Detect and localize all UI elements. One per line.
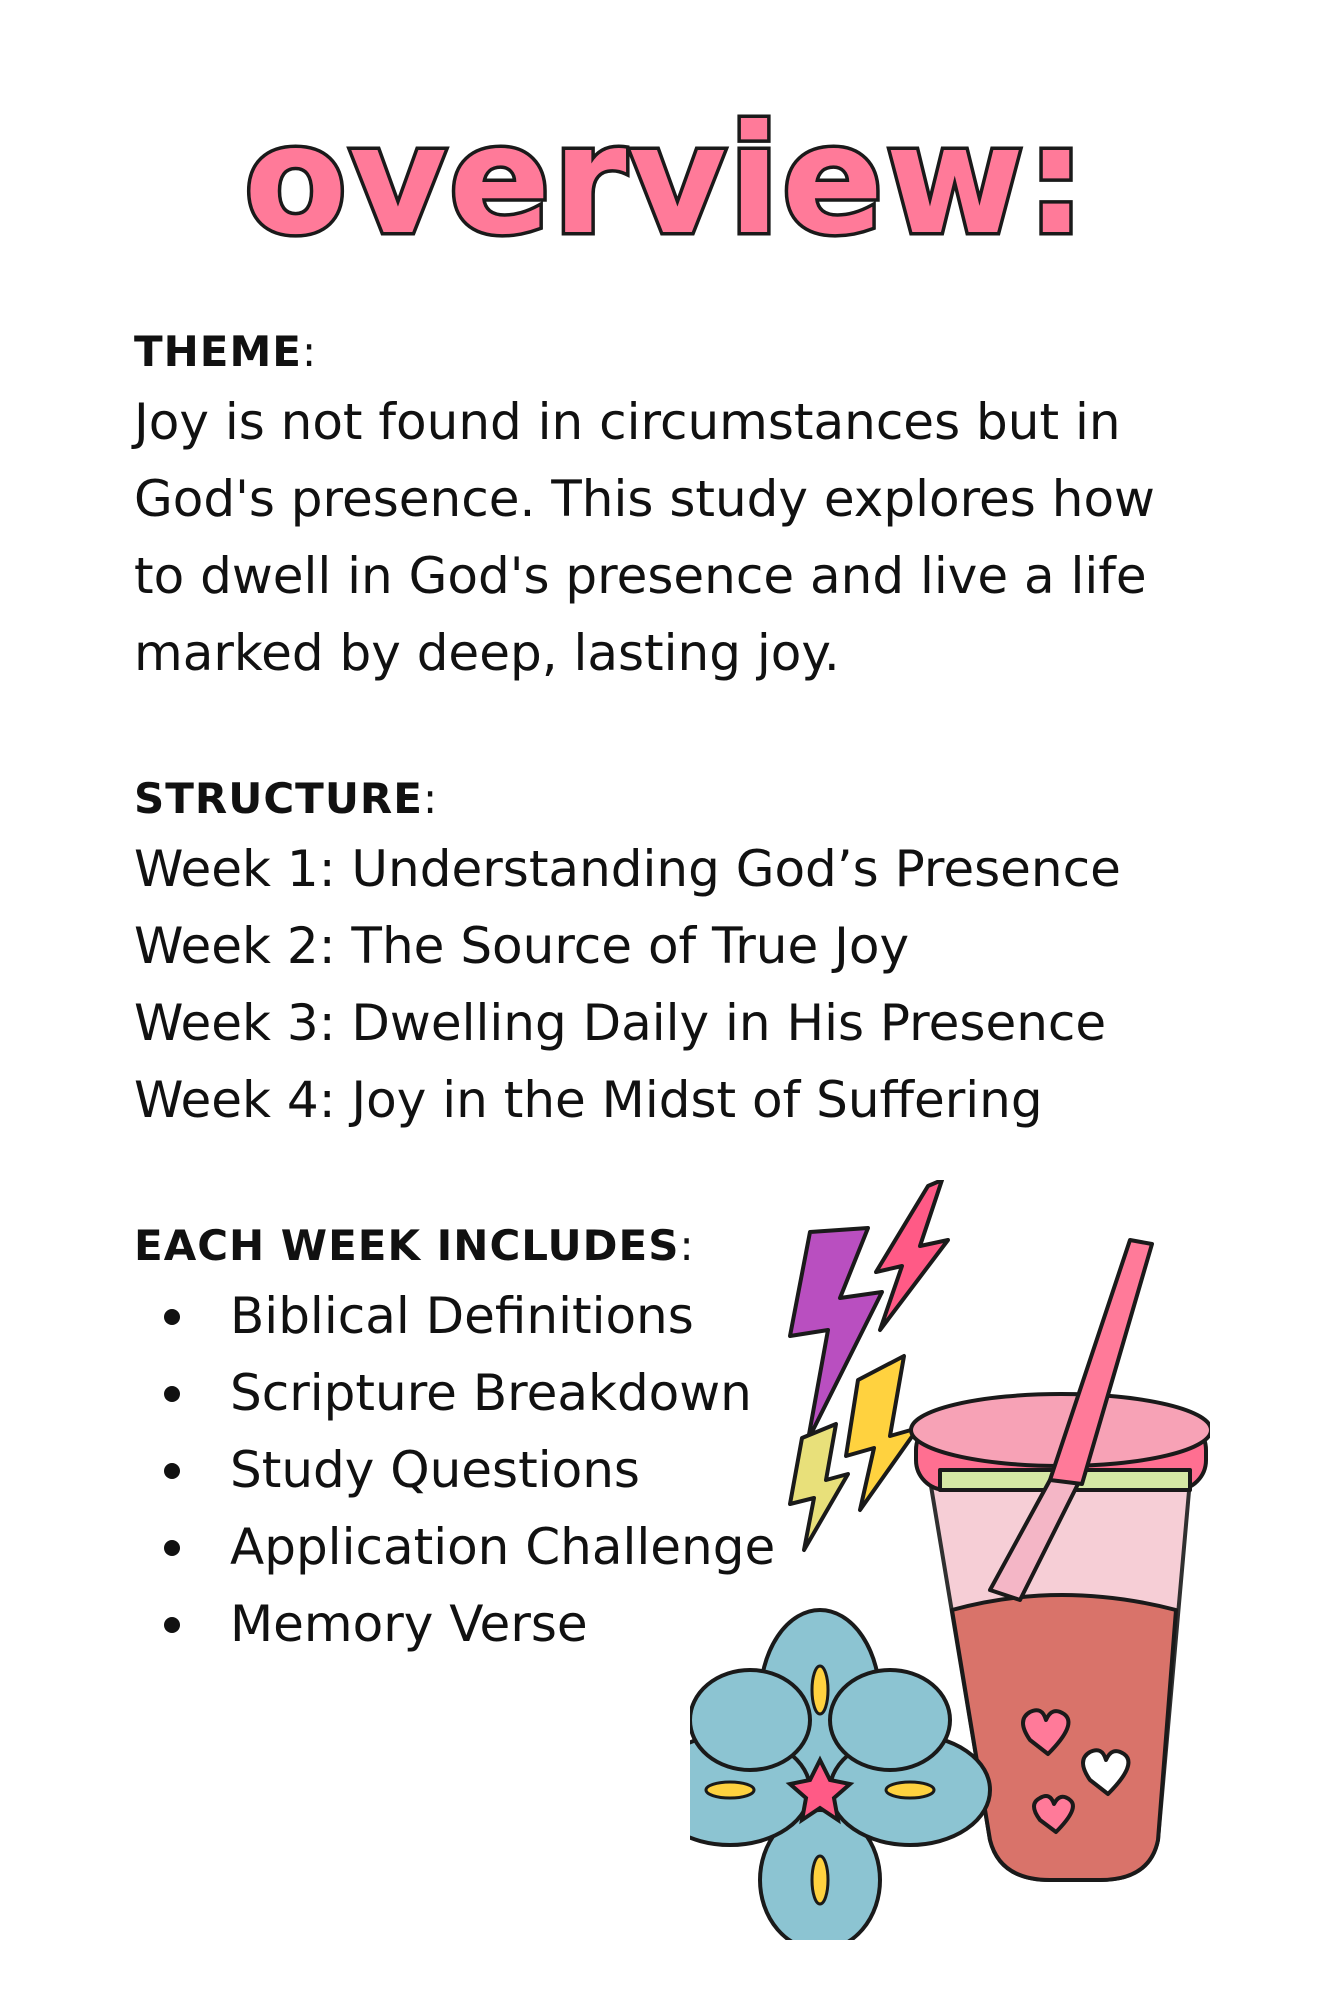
bullet-icon <box>164 1386 180 1402</box>
list-item-label: Study Questions <box>230 1441 640 1499</box>
includes-heading-colon: : <box>679 1221 695 1270</box>
lightning-bolt-icon <box>790 1180 948 1550</box>
structure-heading-label: STRUCTURE <box>134 774 423 823</box>
structure-heading <box>134 767 1214 831</box>
decorative-illustration <box>690 1180 1210 1940</box>
list-item-label: Application Challenge <box>230 1518 776 1576</box>
week-item: Week 4: Joy in the Midst of Suffering <box>134 1071 1043 1129</box>
bullet-icon <box>164 1617 180 1633</box>
theme-line: God's presence. This study explores how <box>134 470 1155 528</box>
title-text: overview: <box>243 94 1089 268</box>
list-item-label: Memory Verse <box>230 1595 588 1653</box>
structure-heading-colon: : <box>422 774 439 823</box>
theme-line: Joy is not found in circumstances but in <box>134 393 1121 451</box>
week-item: Week 2: The Source of True Joy <box>134 917 910 975</box>
week-list <box>134 831 1214 1139</box>
theme-section <box>134 320 1214 692</box>
theme-line: to dwell in God's presence and live a life <box>134 547 1147 605</box>
bullet-icon <box>164 1463 180 1479</box>
structure-section <box>134 767 1214 1139</box>
flower-icon <box>690 1610 990 1940</box>
theme-heading-colon: : <box>301 327 318 376</box>
week-item: Week 1: Understanding God’s Presence <box>134 840 1121 898</box>
list-item-label: Biblical Definitions <box>230 1287 694 1345</box>
includes-heading-label: EACH WEEK INCLUDES <box>134 1221 680 1270</box>
theme-heading-label: THEME <box>134 327 302 376</box>
page-title <box>0 92 1333 272</box>
bullet-icon <box>164 1309 180 1325</box>
list-item-label: Scripture Breakdown <box>230 1364 752 1422</box>
week-item: Week 3: Dwelling Daily in His Presence <box>134 994 1107 1052</box>
theme-heading <box>134 320 1214 384</box>
bullet-icon <box>164 1540 180 1556</box>
theme-line: marked by deep, lasting joy. <box>134 624 840 682</box>
theme-paragraph <box>134 384 1214 692</box>
